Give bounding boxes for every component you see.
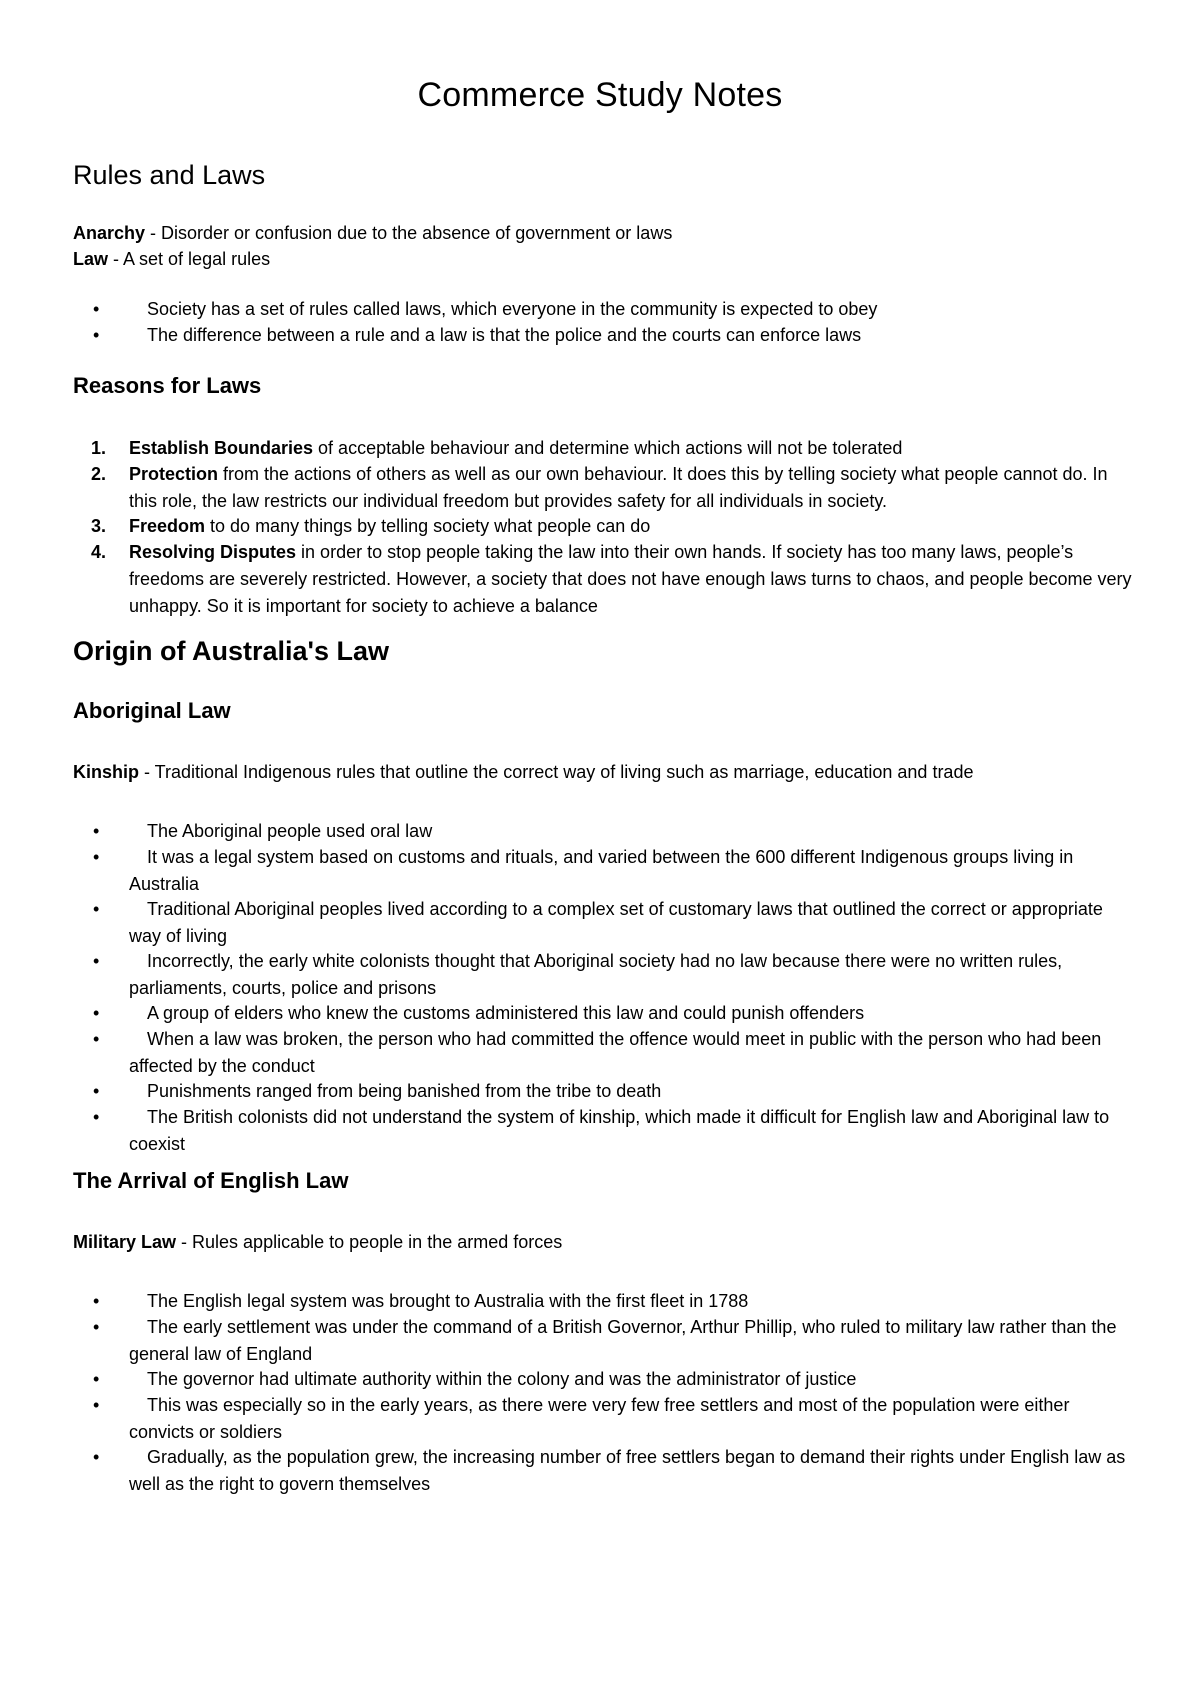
definition-term: Law [73,249,109,269]
bullet-icon: • [93,1029,100,1049]
bullet-icon: • [93,951,100,971]
definition-kinship [73,762,973,783]
bullet-icon: • [93,1395,100,1415]
item-number: 4. [91,542,107,562]
item-text [129,461,1139,515]
item-body: to do many things by telling society what people can do [205,516,651,536]
list-item-text: The British colonists did not understand the system of kinship, which made it difficult for English law and Aboriginal law to coexist [129,1107,1110,1154]
heading-origin-of-australias-law: Origin of Australia's Law [73,636,389,666]
list-item-text: This was especially so in the early years, as there were very few free settlers and most of the population were either convicts or soldiers [129,1395,1070,1442]
bullet-icon: • [93,1291,100,1311]
list-item-text: Gradually, as the population grew, the increasing number of free settlers began to demand their rights under English law as well as the right to govern themselves [129,1447,1126,1494]
definition-desc: - Rules applicable to people in the armed forces [176,1232,563,1252]
list-item-text: The English legal system was brought to Australia with the first fleet in 1788 [147,1291,749,1311]
heading-arrival-of-english-law: The Arrival of English Law [73,1168,349,1193]
definition-desc: - Disorder or confusion due to the absence of government or laws [145,223,673,243]
definition-desc: - A set of legal rules [108,249,271,269]
item-body: from the actions of others as well as our own behaviour. It does this by telling society what people cannot do. In this role, the law restricts our individual freedom but provides safety for all individuals in society. [129,464,1108,511]
list-item-text: Incorrectly, the early white colonists thought that Aboriginal society had no law because there were no written rules, parliaments, courts, police and prisons [129,951,1063,998]
bullet-icon: • [93,299,100,319]
definition-military-law [73,1232,562,1253]
bullet-icon: • [93,1447,100,1467]
item-number: 2. [91,464,107,484]
definition-term: Kinship [73,762,139,782]
definition-term: Anarchy [73,223,146,243]
heading-aboriginal-law: Aboriginal Law [73,698,231,723]
item-body: of acceptable behaviour and determine which actions will not be tolerated [313,438,903,458]
bullet-icon: • [93,1003,100,1023]
bullet-icon: • [93,847,100,867]
item-number: 1. [91,438,107,458]
bullet-icon: • [93,1317,100,1337]
definition-desc: - Traditional Indigenous rules that outline the correct way of living such as marriage, education and trade [139,762,974,782]
item-text [129,539,1139,620]
item-term: Resolving Disputes [129,542,297,562]
list-item-text: The difference between a rule and a law is that the police and the courts can enforce laws [147,325,862,345]
list-item-text: When a law was broken, the person who had committed the offence would meet in public with the person who had been affected by the conduct [129,1029,1102,1076]
definition-law [73,249,270,270]
list-item-text: Traditional Aboriginal peoples lived according to a complex set of customary laws that outlined the correct or appropriate way of living [129,899,1103,946]
bullet-icon: • [93,1369,100,1389]
item-number: 3. [91,516,107,536]
list-item-text: The early settlement was under the command of a British Governor, Arthur Phillip, who ruled to military law rather than the general law of England [129,1317,1117,1364]
bullet-icon: • [93,899,100,919]
item-term: Freedom [129,516,206,536]
item-body: in order to stop people taking the law into their own hands. If society has too many laws, people’s freedoms are severely restricted. However, a society that does not have enough laws turns to chaos, and people become very unhappy. So it is important for society to achieve a balance [129,542,1132,616]
list-item-text: Society has a set of rules called laws, which everyone in the community is expected to obey [147,299,878,319]
bullet-icon: • [93,1081,100,1101]
item-text [129,435,1139,462]
item-text [129,513,1139,540]
heading-reasons-for-laws: Reasons for Laws [73,373,262,398]
list-item-text: The governor had ultimate authority within the colony and was the administrator of justice [147,1369,857,1389]
list-item-text: It was a legal system based on customs and rituals, and varied between the 600 different Indigenous groups living in Australia [129,847,1074,894]
bullet-icon: • [93,821,100,841]
definition-term: Military Law [73,1232,177,1252]
item-term: Protection [129,464,219,484]
item-term: Establish Boundaries [129,438,314,458]
bullet-icon: • [93,325,100,345]
list-item-text: A group of elders who knew the customs administered this law and could punish offenders [147,1003,865,1023]
definition-anarchy [73,223,672,244]
list-item-text: The Aboriginal people used oral law [147,821,433,841]
heading-rules-and-laws: Rules and Laws [73,160,266,190]
list-item-text: Punishments ranged from being banished from the tribe to death [147,1081,662,1101]
bullet-icon: • [93,1107,100,1127]
page-title: Commerce Study Notes [417,76,783,114]
